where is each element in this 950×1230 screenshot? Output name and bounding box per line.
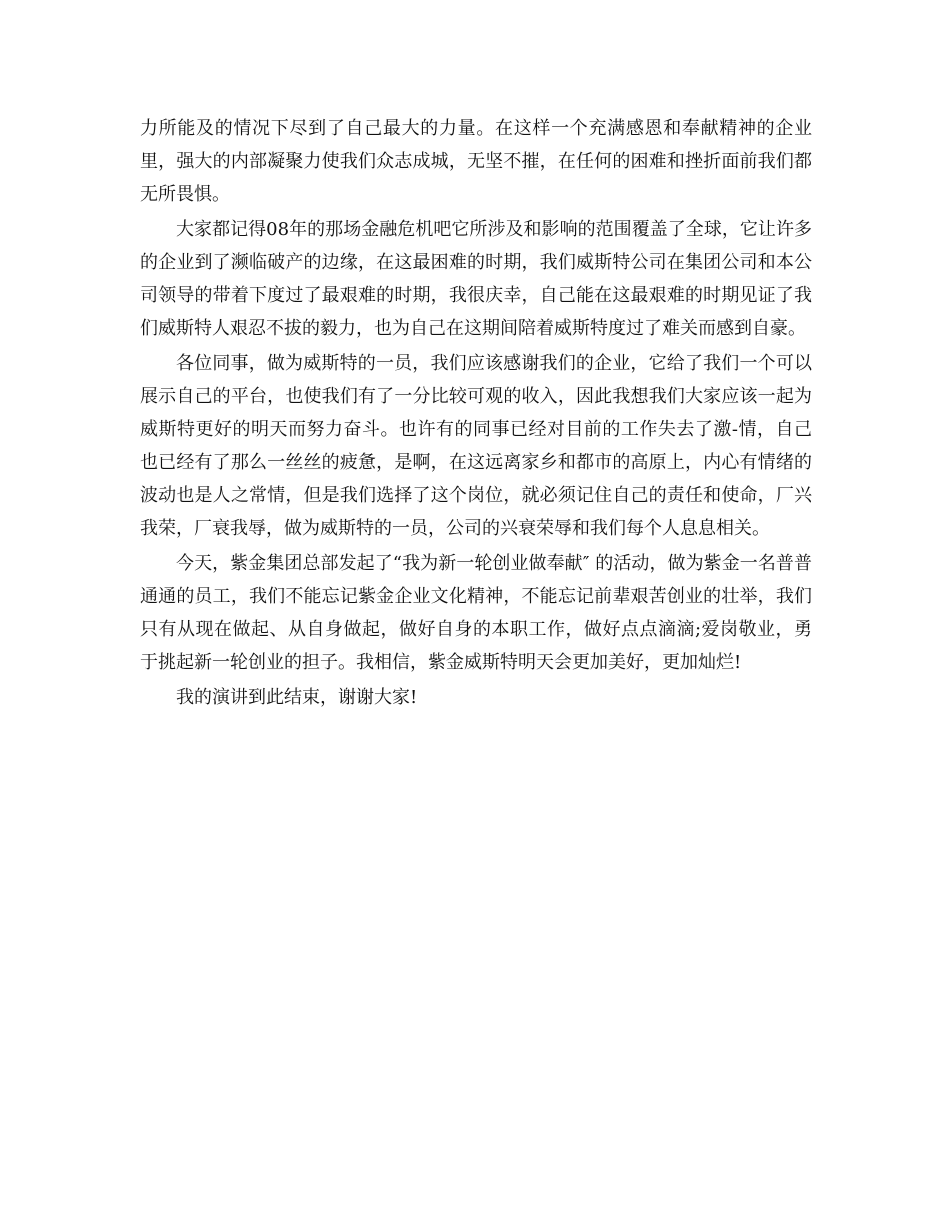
paragraph-2: 大家都记得08年的那场金融危机吧它所涉及和影响的范围覆盖了全球，它让许多的企业到了濒临破产的边缘，在这最困难的时期，我们威斯特公司在集团公司和本公司领导的带着下度过了最艰难的时期，我很庆幸，自己能在这最艰难的时期见证了我们威斯特人艰忍不拔的毅力，也为自己在这期间陪着威斯特度过了难关而感到自豪。 [140,219,812,339]
paragraph-5: 我的演讲到此结束，谢谢大家! [176,687,418,708]
paragraph-4: 今天，紫金集团总部发起了“我为新一轮创业做奉献″ 的活动，做为紫金一名普普通通的员工，我们不能忘记紫金企业文化精神，不能忘记前辈艰苦创业的壮举，我们只有从现在做起、从自身做起，做好自身的本职工作，做好点点滴滴;爱岗敬业，勇于挑起新一轮创业的担子。我相信，紫金威斯特明天会更加美好，更加灿烂! [140,553,812,673]
paragraph-3: 各位同事，做为威斯特的一员，我们应该感谢我们的企业，它给了我们一个可以展示自己的平台，也使我们有了一分比较可观的收入，因此我想我们大家应该一起为威斯特更好的明天而努力奋斗。也许有的同事已经对目前的工作失去了激-情，自己也已经有了那么一丝丝的疲惫，是啊，在这远离家乡和都市的高原上，内心有情绪的波动也是人之常情，但是我们选择了这个岗位，就必须记住自己的责任和使命，厂兴我荣，厂衰我辱，做为威斯特的一员，公司的兴衰荣辱和我们每个人息息相关。 [140,353,812,539]
paragraph-1: 力所能及的情况下尽到了自己最大的力量。在这样一个充满感恩和奉献精神的企业里，强大的内部凝聚力使我们众志成城，无坚不摧，在任何的困难和挫折面前我们都无所畏惧。 [140,118,812,205]
document-body [140,112,812,716]
